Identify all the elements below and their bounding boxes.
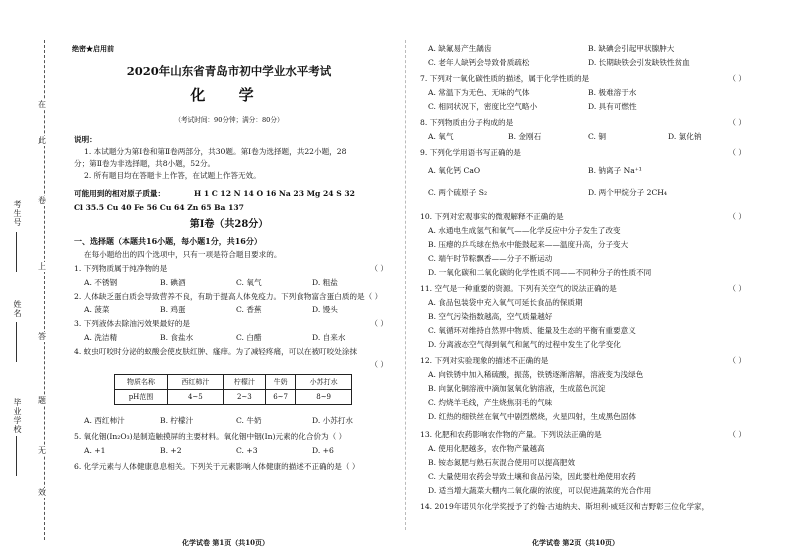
question-2-options xyxy=(84,305,388,315)
answer-paren: （ ） xyxy=(728,118,746,127)
option-d: D. 小苏打水 xyxy=(312,416,354,425)
option-b: B. 食盐水 xyxy=(160,333,194,342)
question-2-stem: 2. 人体缺乏蛋白质会导致营养不良，有助于提高人体免疫力。下列食物富含蛋白质的是（ ） xyxy=(74,292,383,301)
page-one-footer: 化学试卷 第1页（共10页） xyxy=(182,538,270,547)
confidential-mark: 绝密★启用前 xyxy=(72,44,114,53)
seal-char: 效 xyxy=(38,488,46,497)
option-c: C. 老年人缺钙会导致骨质疏松 xyxy=(428,58,530,67)
question-4-stem: 4. 蚊虫叮咬时分泌的蚁酸会使皮肤红肿、瘙痒。为了减轻疼痛，可以在被叮咬处涂抹 xyxy=(74,347,358,356)
part-one-title: 第Ⅰ卷（共28分） xyxy=(189,219,269,230)
option-a: A. 氧化钙 CaO xyxy=(428,166,481,175)
school-line xyxy=(16,436,17,476)
table-cell: 4~5 xyxy=(168,390,224,405)
option-c: C. 相同状况下，密度比空气略小 xyxy=(428,102,538,111)
question-7-options-cd xyxy=(428,102,748,112)
option-c: C. 铜 xyxy=(588,132,606,141)
option-b: B. 缺碘会引起甲状腺肿大 xyxy=(588,44,675,53)
note-1: 1. 本试题分为第Ⅰ卷和第Ⅱ卷两部分，共30题。第Ⅰ卷为选择题，共22小题，28 xyxy=(84,147,347,156)
option-d: D. 分离液态空气得到氧气和氮气的过程中发生了化学变化 xyxy=(428,340,621,349)
question-13-stem: 13. 化肥和农药影响农作物的产量。下列说法正确的是 xyxy=(420,430,602,439)
option-d: D. 氯化钠 xyxy=(668,132,702,141)
option-b: B. 压瘪的乒乓球在热水中能鼓起来——温度升高，分子变大 xyxy=(428,240,629,249)
option-d: D. 适当增大蔬菜大棚内二氧化碳的浓度，可以促进蔬菜的光合作用 xyxy=(428,486,652,495)
question-4-options xyxy=(84,416,388,426)
table-cell: 2~3 xyxy=(223,390,265,405)
binding-margin xyxy=(0,0,70,560)
option-c: C. 氧循环对维持自然界中物质、能量及生态的平衡有重要意义 xyxy=(428,326,636,335)
atomic-mass-row-1: H 1 C 12 N 14 O 16 Na 23 Mg 24 S 32 xyxy=(194,189,355,198)
answer-paren: （ ） xyxy=(728,356,746,365)
answer-paren: （ ） xyxy=(728,430,746,439)
option-b: B. 极难溶于水 xyxy=(588,88,637,97)
seal-char: 无 xyxy=(38,446,46,455)
question-6-options-cd xyxy=(428,58,748,68)
option-b: B. +2 xyxy=(160,446,182,455)
option-a: A. 常温下为无色、无味的气体 xyxy=(428,88,530,97)
answer-paren: （ ） xyxy=(728,212,746,221)
seal-char: 题 xyxy=(38,396,46,405)
section-one-desc: 在每小题给出的四个选项中，只有一项是符合题目要求的。 xyxy=(84,250,282,259)
page-divider xyxy=(405,40,406,530)
section-one-title: 一、选择题（本题共16小题，每小题1分，共16分） xyxy=(74,236,262,246)
option-a: A. +1 xyxy=(84,446,106,455)
question-7-options-ab xyxy=(428,88,748,98)
question-9 xyxy=(420,148,746,158)
option-c: C. 两个硫原子 S₂ xyxy=(428,188,487,197)
question-11-stem: 11. 空气是一种重要的资源。下列有关空气的说法正确的是 xyxy=(420,284,617,293)
question-1-stem: 1. 下列物质属于纯净物的是 xyxy=(74,264,168,273)
table-row-label: pH范围 xyxy=(115,390,168,405)
option-d: D. 粗盐 xyxy=(312,278,338,287)
seal-char: 上 xyxy=(38,262,46,271)
question-3-options xyxy=(84,333,388,343)
question-3-stem: 3. 下列液体去除油污效果最好的是 xyxy=(74,319,190,328)
seal-char: 此 xyxy=(38,136,46,145)
subject-title: 化 学 xyxy=(190,86,268,104)
option-c: C. 香蕉 xyxy=(236,305,262,314)
table-cell: 6~7 xyxy=(265,390,295,405)
answer-paren: （ ） xyxy=(370,319,388,328)
option-a: A. 洗洁精 xyxy=(84,333,118,342)
table-header: 物质名称 xyxy=(115,375,168,390)
option-d: D. 具有可燃性 xyxy=(588,102,637,111)
option-c: C. +3 xyxy=(236,446,258,455)
option-a: A. 向铁锈中加入稀硫酸，振荡，铁锈逐渐溶解，溶液变为浅绿色 xyxy=(428,370,644,379)
question-12-stem: 12. 下列对实验现象的描述不正确的是 xyxy=(420,356,549,365)
table-header: 牛奶 xyxy=(265,375,295,390)
option-c: C. 端午时节粽飘香——分子不断运动 xyxy=(428,254,553,263)
option-b: B. 鸡蛋 xyxy=(160,305,186,314)
option-a: A. 不锈钢 xyxy=(84,278,118,287)
option-b: B. 向氯化铜溶液中滴加氢氧化钠溶液，生成蓝色沉淀 xyxy=(428,384,606,393)
answer-paren: （ ） xyxy=(728,284,746,293)
option-b: B. 空气污染指数越高，空气质量越好 xyxy=(428,312,553,321)
option-d: D. 红热的细铁丝在氧气中剧烈燃烧，火星四射，生成黑色固体 xyxy=(428,412,637,421)
table-header: 小苏打水 xyxy=(296,375,352,390)
table-cell: 8~9 xyxy=(296,390,352,405)
school-label: 毕业学校 xyxy=(13,398,22,434)
option-a: A. 水通电生成氢气和氧气——化学反应中分子发生了改变 xyxy=(428,226,621,235)
option-d: D. 自来水 xyxy=(312,333,346,342)
note-1-cont: 分；第Ⅱ卷为非选择题，共8小题，52分。 xyxy=(74,159,216,168)
ph-table xyxy=(114,374,352,405)
question-6-stem: 6. 化学元素与人体健康息息相关。下列关于元素影响人体健康的描述不正确的是（ ） xyxy=(74,462,360,471)
note-2: 2. 所有题目均在答题卡上作答，在试题上作答无效。 xyxy=(84,171,261,180)
page-two-footer: 化学试卷 第2页（共10页） xyxy=(532,538,620,547)
seal-char: 答 xyxy=(38,332,46,341)
question-1-options xyxy=(84,278,388,288)
option-d: D. 长期缺铁会引发缺铁性贫血 xyxy=(588,58,690,67)
option-a: A. 使用化肥越多，农作物产量越高 xyxy=(428,444,545,453)
table-row xyxy=(115,390,352,405)
name-line xyxy=(16,322,17,362)
answer-paren: （ ） xyxy=(728,148,746,157)
seal-char: 在 xyxy=(38,100,46,109)
table-header: 柠檬汁 xyxy=(223,375,265,390)
option-a: A. 西红柿汁 xyxy=(84,416,125,425)
table-header: 西红柿汁 xyxy=(168,375,224,390)
option-d: D. +6 xyxy=(312,446,334,455)
option-d: D. 两个甲烷分子 2CH₄ xyxy=(588,188,667,197)
option-b: B. 金刚石 xyxy=(508,132,542,141)
option-a: A. 菠菜 xyxy=(84,305,110,314)
option-b: B. 钠离子 Na⁺¹ xyxy=(588,166,642,175)
answer-paren: （ ） xyxy=(728,74,746,83)
option-b: B. 柠檬汁 xyxy=(160,416,194,425)
exam-title: 2020年山东省青岛市初中学业水平考试 xyxy=(126,64,332,78)
page-one xyxy=(70,0,388,560)
notes-title: 说明： xyxy=(74,135,97,144)
option-c: C. 大量使用农药会导致土壤和食品污染，因此要杜绝使用农药 xyxy=(428,472,636,481)
question-7-stem: 7. 下列对一氧化碳性质的描述，属于化学性质的是 xyxy=(420,74,590,83)
question-5-stem: 5. 氧化铟(In₂O₃)是制造触摸屏的主要材料。氧化铟中铟(In)元素的化合价为（ ） xyxy=(74,432,347,441)
question-3 xyxy=(74,319,388,329)
question-8 xyxy=(420,118,746,128)
question-14-stem: 14. 2019年诺贝尔化学奖授予了约翰·古迪纳夫、斯坦利·威廷汉和吉野彰三位化学家， xyxy=(420,502,710,511)
option-b: B. 铵态氮肥与熟石灰混合使用可以提高肥效 xyxy=(428,458,576,467)
question-8-stem: 8. 下列物质由分子构成的是 xyxy=(420,118,514,127)
option-b: B. 碘酒 xyxy=(160,278,186,287)
option-c: C. 氧气 xyxy=(236,278,262,287)
answer-paren: （ ） xyxy=(370,264,388,273)
question-9-options-cd xyxy=(428,188,748,198)
option-d: D. 馒头 xyxy=(312,305,338,314)
question-9-stem: 9. 下列化学用语书写正确的是 xyxy=(420,148,521,157)
seal-dashed-line xyxy=(44,40,45,540)
option-a: A. 缺氟易产生龋齿 xyxy=(428,44,492,53)
question-1 xyxy=(74,264,388,274)
atomic-mass-label: 可能用到的相对原子质量： xyxy=(74,189,166,198)
seal-char: 卷 xyxy=(38,196,46,205)
exam-meta: （考试时间：90分钟；满分：80分） xyxy=(174,116,284,124)
name-label: 姓名 xyxy=(13,300,22,318)
examinee-number-label: 考生号 xyxy=(13,200,22,227)
question-12 xyxy=(420,356,746,366)
table-header-row xyxy=(115,375,352,390)
question-5-options xyxy=(84,446,388,456)
page-two xyxy=(420,0,750,560)
question-11 xyxy=(420,284,746,294)
option-c: C. 灼烧羊毛线，产生烧焦羽毛的气味 xyxy=(428,398,553,407)
atomic-mass-row-2: Cl 35.5 Cu 40 Fe 56 Cu 64 Zn 65 Ba 137 xyxy=(74,203,244,212)
option-a: A. 食品包装袋中充入氧气可延长食品的保质期 xyxy=(428,298,583,307)
option-d: D. 一氧化碳和二氧化碳的化学性质不同——不同种分子的性质不同 xyxy=(428,268,652,277)
question-10-stem: 10. 下列对宏观事实的微观解释不正确的是 xyxy=(420,212,564,221)
question-9-options-ab xyxy=(428,166,748,176)
question-7 xyxy=(420,74,746,84)
question-6-options-ab xyxy=(428,44,748,54)
examinee-number-line xyxy=(16,232,17,272)
question-13 xyxy=(420,430,746,440)
question-10 xyxy=(420,212,746,222)
answer-paren: （ ） xyxy=(370,360,388,369)
question-8-options xyxy=(428,132,748,142)
option-c: C. 白醋 xyxy=(236,333,262,342)
option-a: A. 氧气 xyxy=(428,132,454,141)
option-c: C. 牛奶 xyxy=(236,416,262,425)
